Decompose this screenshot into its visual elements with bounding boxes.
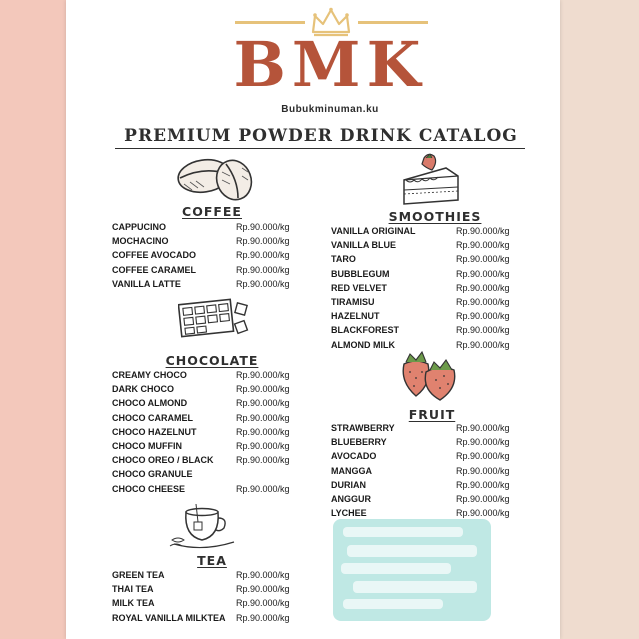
catalog-title: PREMIUM POWDER DRINK CATALOG (124, 126, 518, 146)
coffee-list (112, 220, 312, 291)
menu-item-row (112, 453, 312, 467)
section-title-chocolate: CHOCOLATE (165, 353, 259, 368)
item-name: GREEN TEA (112, 570, 165, 580)
menu-item-row (112, 234, 312, 248)
item-name: TIRAMISU (331, 296, 375, 307)
item-name: DARK CHOCO (112, 384, 174, 395)
item-name: CHOCO CHEESE (112, 483, 186, 494)
smoothies-list (331, 224, 531, 352)
item-name: ANGGUR (331, 493, 371, 504)
item-price: Rp.90.000/kg (456, 254, 510, 265)
scribble (343, 599, 443, 609)
item-price: Rp.90.000/kg (236, 570, 290, 580)
item-name: MILK TEA (112, 598, 155, 609)
item-name: MOCHACINO (112, 236, 169, 247)
menu-item-row (331, 267, 531, 281)
section-title-smoothies: SMOOTHIES (388, 209, 482, 224)
fruit-list (331, 421, 531, 520)
item-name: CAPPUCINO (112, 222, 167, 232)
item-price: Rp.90.000/kg (456, 465, 510, 476)
item-name: CHOCO OREO / BLACK (112, 455, 214, 466)
item-price: Rp.90.000/kg (236, 264, 290, 275)
menu-item-row (112, 425, 312, 439)
item-price: Rp.90.000/kg (456, 339, 510, 350)
scribble (353, 581, 477, 593)
item-price: Rp.90.000/kg (236, 612, 290, 623)
menu-item-row (112, 411, 312, 425)
scribble (341, 563, 451, 574)
menu-item-row (331, 449, 531, 463)
cake-slice-icon (400, 150, 462, 208)
item-price: Rp.90.000/kg (456, 226, 510, 236)
item-name: CREAMY CHOCO (112, 370, 187, 380)
item-price: Rp.90.000/kg (456, 282, 510, 293)
item-price: Rp.90.000/kg (236, 584, 290, 595)
item-name: CHOCO GRANULE (112, 469, 193, 480)
contact-info-sticker (333, 519, 491, 621)
item-price: Rp.90.000/kg (456, 493, 510, 504)
item-name: ROYAL VANILLA MILKTEA (112, 612, 226, 623)
item-price: Rp.90.000/kg (236, 598, 290, 609)
strawberries-icon (396, 346, 466, 402)
section-title-tea: TEA (197, 553, 227, 568)
item-name: BUBBLEGUM (331, 268, 390, 279)
item-name: COFFEE AVOCADO (112, 250, 197, 261)
item-price: Rp.90.000/kg (456, 423, 510, 433)
menu-item-row (331, 435, 531, 449)
menu-item-row (112, 277, 312, 291)
menu-item-row (112, 467, 312, 481)
item-price: Rp.90.000/kg (236, 398, 290, 409)
item-price: Rp.90.000/kg (236, 455, 290, 466)
item-price: Rp.90.000/kg (236, 278, 290, 289)
item-name: BLACKFOREST (331, 325, 399, 336)
item-price: Rp.90.000/kg (236, 483, 290, 494)
item-price: Rp.90.000/kg (456, 311, 510, 322)
item-name: CHOCO ALMOND (112, 398, 188, 409)
chocolate-list (112, 368, 312, 496)
item-price: Rp.90.000/kg (456, 508, 510, 519)
item-price: Rp.90.000/kg (236, 384, 290, 395)
menu-item-row (112, 220, 312, 234)
item-name: COFFEE CARAMEL (112, 264, 196, 275)
scribble (343, 527, 463, 537)
item-name: BLUEBERRY (331, 437, 387, 448)
brand-handle: Bubukminuman.ku (281, 104, 379, 115)
beige-background-band (560, 0, 639, 639)
item-name: STRAWBERRY (331, 423, 395, 433)
item-name: VANILLA BLUE (331, 240, 396, 251)
item-name: TARO (331, 254, 356, 265)
item-price: Rp.90.000/kg (236, 370, 290, 380)
menu-item-row (331, 238, 531, 252)
menu-item-row (112, 248, 312, 262)
menu-item-row (112, 382, 312, 396)
menu-item-row (112, 368, 312, 382)
item-name: CHOCO CARAMEL (112, 412, 193, 423)
menu-item-row (112, 396, 312, 410)
item-price: Rp.90.000/kg (236, 250, 290, 261)
item-price: Rp.90.000/kg (236, 440, 290, 451)
item-price: Rp.90.000/kg (456, 268, 510, 279)
item-name: CHOCO MUFFIN (112, 440, 182, 451)
menu-item-row (112, 439, 312, 453)
item-price: Rp.90.000/kg (236, 222, 290, 232)
menu-item-row (331, 464, 531, 478)
item-price: Rp.90.000/kg (456, 325, 510, 336)
chocolate-bar-icon (178, 298, 250, 340)
menu-item-row (331, 309, 531, 323)
brand-name: BMK (233, 28, 427, 101)
gold-divider-right (358, 21, 428, 24)
coffee-beans-icon (176, 154, 256, 202)
item-name: DURIAN (331, 479, 366, 490)
tea-cup-icon (168, 500, 244, 552)
menu-item-row (331, 492, 531, 506)
menu-item-row (331, 295, 531, 309)
item-name: AVOCADO (331, 451, 377, 462)
menu-item-row (331, 224, 531, 238)
item-price: Rp.90.000/kg (236, 426, 290, 437)
item-name: RED VELVET (331, 282, 387, 293)
item-price: Rp.90.000/kg (456, 296, 510, 307)
item-price: Rp.90.000/kg (456, 437, 510, 448)
item-name: VANILLA LATTE (112, 278, 181, 289)
menu-item-row (331, 252, 531, 266)
item-name: VANILLA ORIGINAL (331, 226, 416, 236)
menu-item-row (331, 421, 531, 435)
item-name: ALMOND MILK (331, 339, 395, 350)
section-title-fruit: FRUIT (408, 407, 456, 422)
section-title-coffee: COFFEE (182, 204, 242, 219)
gold-divider-left (235, 21, 305, 24)
menu-item-row (112, 611, 312, 625)
item-name: THAI TEA (112, 584, 154, 595)
item-price: Rp.90.000/kg (456, 479, 510, 490)
title-underline (115, 148, 525, 149)
item-price: Rp.90.000/kg (236, 412, 290, 423)
menu-item-row (331, 323, 531, 337)
item-name: HAZELNUT (331, 311, 380, 322)
item-price: Rp.90.000/kg (456, 240, 510, 251)
item-price: Rp.90.000/kg (236, 236, 290, 247)
menu-item-row (112, 482, 312, 496)
menu-item-row (112, 568, 312, 582)
item-price: Rp.90.000/kg (456, 451, 510, 462)
scribble (347, 545, 477, 557)
menu-item-row (112, 596, 312, 610)
menu-item-row (331, 478, 531, 492)
menu-item-row (112, 582, 312, 596)
menu-item-row (112, 263, 312, 277)
item-name: CHOCO HAZELNUT (112, 426, 197, 437)
menu-item-row (331, 281, 531, 295)
item-name: MANGGA (331, 465, 372, 476)
tea-list (112, 568, 312, 625)
item-name: LYCHEE (331, 508, 367, 519)
